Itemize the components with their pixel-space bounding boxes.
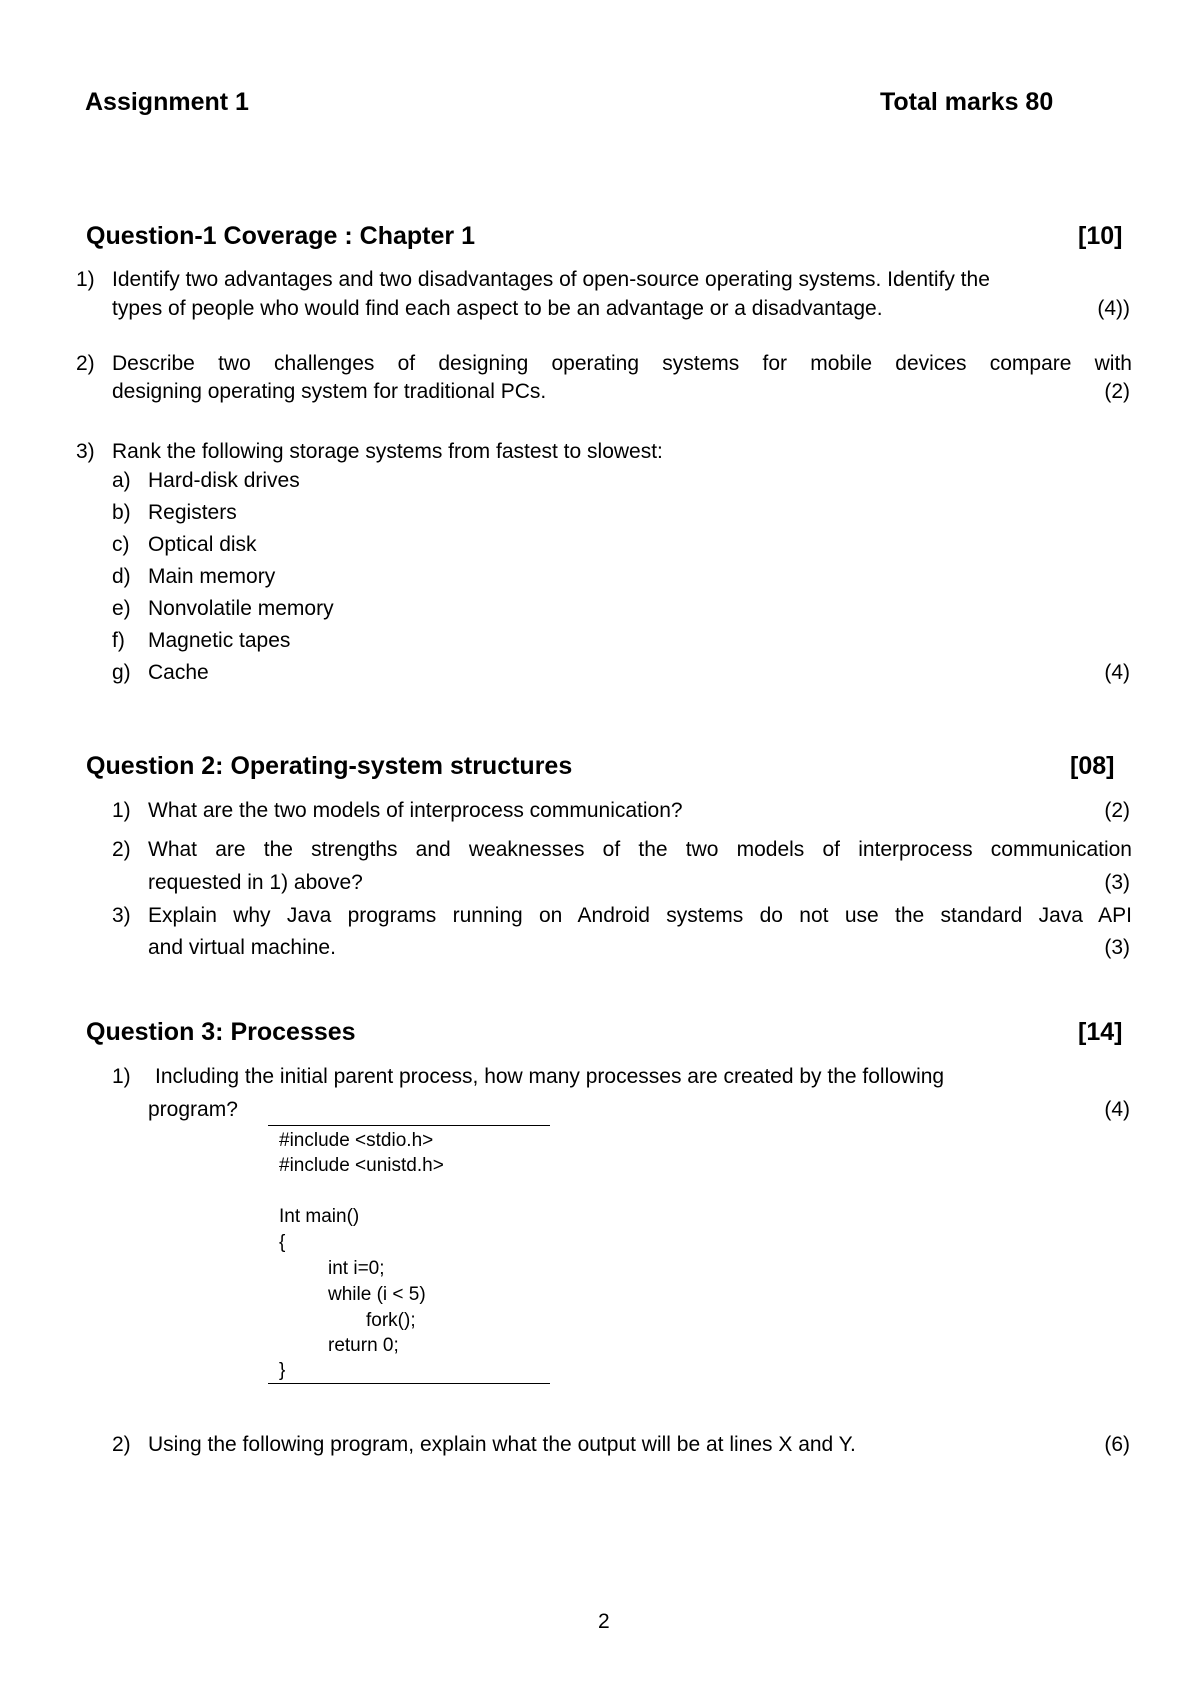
code-line: Int main() [279,1206,360,1227]
q2-item-3-line1: Explain why Java programs running on Android systems do not use the standard Java API [148,904,1132,927]
q3-title: Question 3: Processes [86,1018,356,1046]
q3-item-2-line1: Using the following program, explain what the output will be at lines X and Y. [148,1433,856,1456]
code-line: #include <stdio.h> [279,1130,434,1151]
code-line: while (i < 5) [328,1284,426,1305]
assignment-title: Assignment 1 [85,88,249,116]
q2-item-1-marks: (2) [1104,799,1130,822]
list-item-letter: f) [112,629,125,652]
list-item: Cache [148,661,209,684]
q3-marks: [14] [1078,1018,1123,1046]
q3-item-1-marks: (4) [1104,1098,1130,1121]
q3-item-1-number: 1) [112,1065,131,1088]
q1-item-2-marks: (2) [1104,380,1130,403]
list-item-letter: d) [112,565,131,588]
list-item: Magnetic tapes [148,629,291,652]
list-item: Nonvolatile memory [148,597,334,620]
list-item: Hard-disk drives [148,469,300,492]
page-number: 2 [598,1610,610,1633]
q1-marks: [10] [1078,222,1123,250]
q1-item-3-line1: Rank the following storage systems from fastest to slowest: [112,440,663,463]
code-top-rule [268,1125,550,1126]
q2-item-2-marks: (3) [1104,871,1130,894]
code-line: fork(); [366,1310,416,1331]
list-item: Registers [148,501,237,524]
q2-item-2-line1: What are the strengths and weaknesses of the two models of interprocess communication [148,838,1132,861]
code-line: #include <unistd.h> [279,1155,444,1176]
q2-item-2-number: 2) [112,838,131,861]
code-line: int i=0; [328,1258,385,1279]
q1-item-3-marks: (4) [1104,661,1130,684]
q2-item-2-line2: requested in 1) above? [148,871,363,894]
code-line: return 0; [328,1335,399,1356]
q1-item-1-line2: types of people who would find each aspect to be an advantage or a disadvantage. [112,297,883,320]
list-item: Main memory [148,565,276,588]
q1-item-3-number: 3) [76,440,95,463]
q2-item-1-line1: What are the two models of interprocess communication? [148,799,683,822]
q2-item-3-marks: (3) [1104,936,1130,959]
q3-item-2-number: 2) [112,1433,131,1456]
q2-item-1-number: 1) [112,799,131,822]
q2-title: Question 2: Operating-system structures [86,752,573,780]
q3-item-1-line2: program? [148,1098,238,1121]
list-item-letter: a) [112,469,131,492]
q1-item-1-marks: (4)) [1097,297,1130,320]
code-line: { [279,1232,286,1253]
list-item-letter: b) [112,501,131,524]
q1-item-1-line1: Identify two advantages and two disadvantages of open-source operating systems. Identify the [112,268,990,291]
q2-item-3-line2: and virtual machine. [148,936,336,959]
total-marks: Total marks 80 [880,88,1054,116]
list-item-letter: g) [112,661,131,684]
q2-item-3-number: 3) [112,904,131,927]
q3-item-2-marks: (6) [1104,1433,1130,1456]
list-item-letter: c) [112,533,130,556]
q1-title: Question-1 Coverage : Chapter 1 [86,222,475,250]
q1-item-2-line1: Describe two challenges of designing operating systems for mobile devices compare with [112,352,1132,375]
list-item-letter: e) [112,597,131,620]
q1-item-2-number: 2) [76,352,95,375]
code-bottom-rule [268,1383,550,1384]
q1-item-1-number: 1) [76,268,95,291]
code-line: } [279,1360,286,1381]
list-item: Optical disk [148,533,257,556]
q3-item-1-line1: Including the initial parent process, how many processes are created by the following [155,1065,945,1088]
q2-marks: [08] [1070,752,1115,780]
q1-item-2-line2: designing operating system for traditional PCs. [112,380,547,403]
